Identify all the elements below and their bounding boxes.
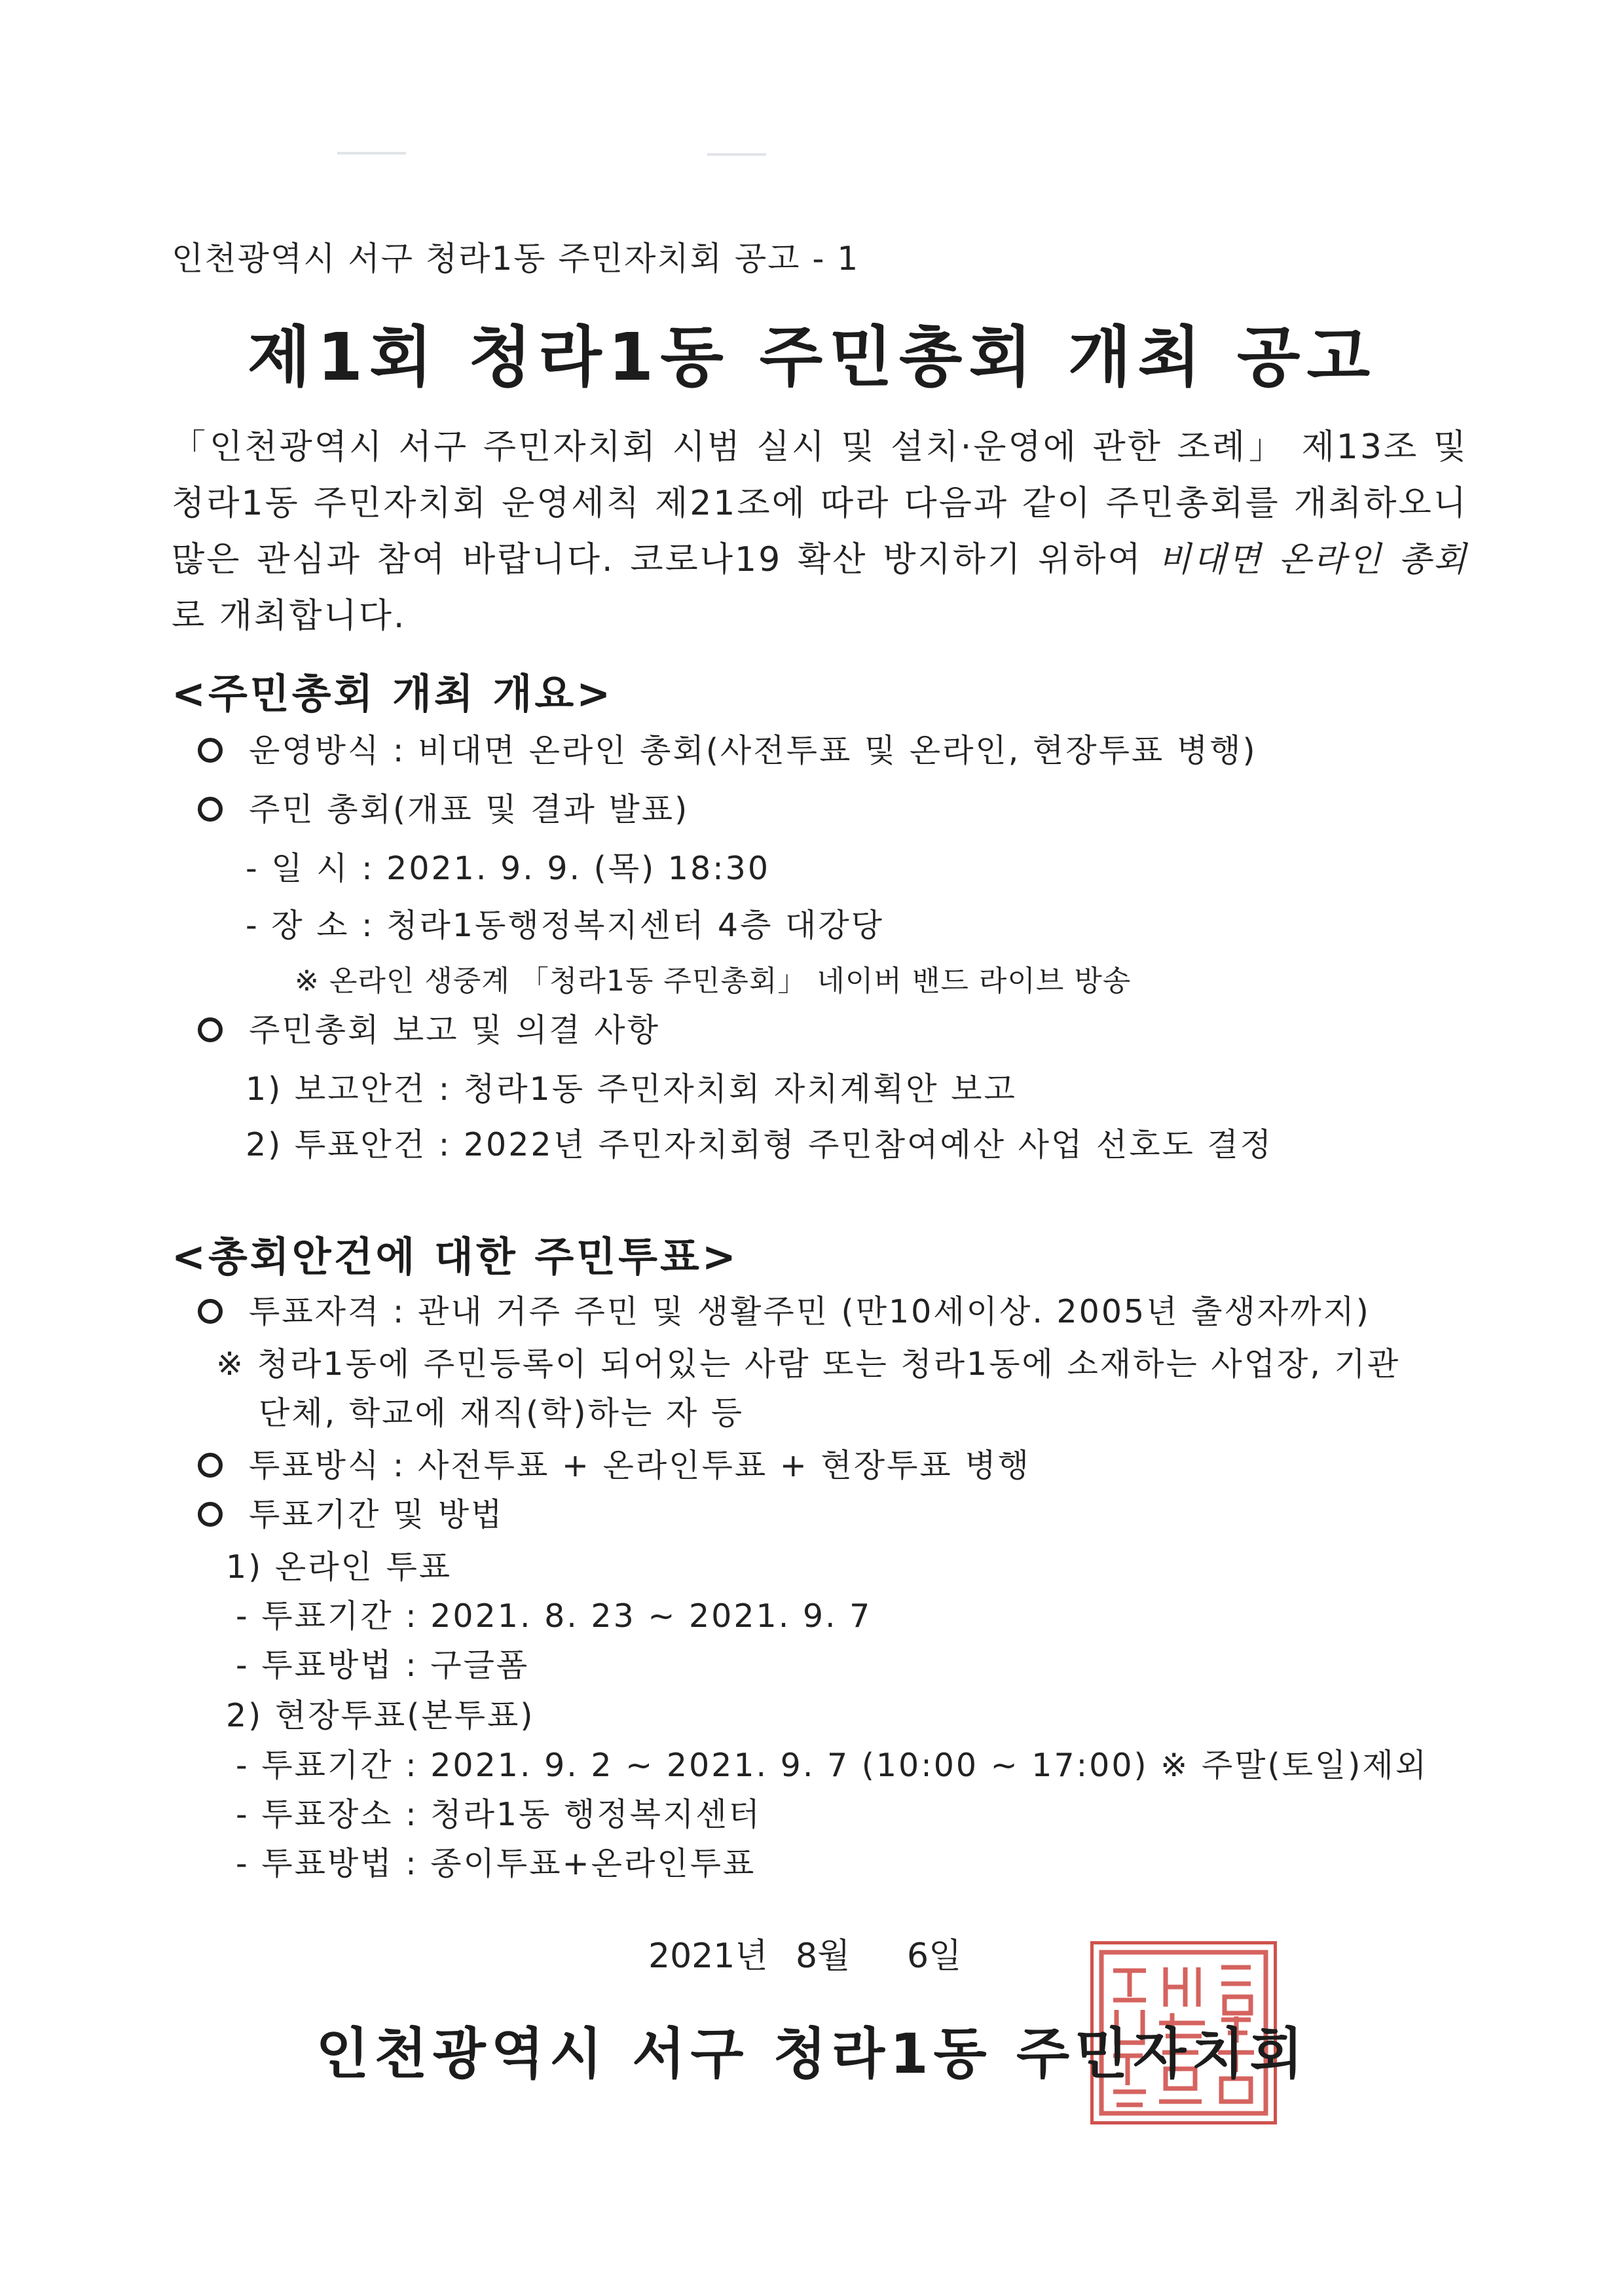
- online-vote-title: 1) 온라인 투표: [226, 1548, 452, 1586]
- online-note-text: ※ 온라인 생중계 「청라1동 주민총회」 네이버 밴드 라이브 방송: [295, 964, 1132, 998]
- list-item: [198, 1440, 1031, 1486]
- list-item: [198, 1286, 1371, 1332]
- overview-heading: <주민총회 개최 개요>: [172, 670, 614, 718]
- list-item: [198, 725, 1257, 771]
- vote-method-text: 투표방식 : 사전투표 + 온라인투표 + 현장투표 병행: [249, 1447, 1031, 1484]
- online-vote-method: - 투표방법 : 구글폼: [236, 1647, 530, 1684]
- agenda-item-2: 2) 투표안건 : 2022년 주민자치회형 주민참여예산 사업 선호도 결정: [246, 1126, 1274, 1163]
- circle-bullet-icon: [198, 1017, 223, 1042]
- intro-text: 「인천광역시 서구 주민자치회 시범 실시 및 설치·운영에 관한 조례」 제13조 및 청라1동 주민자치회 운영세칙 제21조에 따라 다음과 같이 주민총회를 개최하오니 많은 관심과 참여 바랍니다. 코로나19 확산 방지하기 위하여: [172, 428, 1468, 579]
- list-item: [198, 784, 689, 830]
- date-day: 6일: [907, 1937, 962, 1976]
- period-title-text: 투표기간 및 방법: [249, 1496, 504, 1533]
- eligibility-text: 투표자격 : 관내 거주 주민 및 생활주민 (만10세이상. 2005년 출생자까지): [249, 1293, 1371, 1330]
- page-title: 제1회 청라1동 주민총회 개최 공고: [247, 319, 1377, 395]
- onsite-vote-place: - 투표장소 : 청라1동 행정복지센터: [236, 1796, 762, 1833]
- scan-artifact: [337, 152, 406, 155]
- list-item: [198, 1005, 660, 1051]
- place-text: - 장 소 : 청라1동행정복지센터 4층 대강당: [246, 907, 885, 944]
- circle-bullet-icon: [198, 738, 223, 763]
- meeting-title-text: 주민 총회(개표 및 결과 발표): [249, 791, 690, 828]
- onsite-vote-period: - 투표기간 : 2021. 9. 2 ~ 2021. 9. 7 (10:00 ~ 17:00) ※ 주말(토일)제외: [236, 1747, 1429, 1784]
- online-vote-period: - 투표기간 : 2021. 8. 23 ~ 2021. 9. 7: [236, 1597, 872, 1635]
- datetime-text: - 일 시 : 2021. 9. 9. (목) 18:30: [246, 850, 771, 887]
- operation-text: 운영방식 : 비대면 온라인 총회(사전투표 및 온라인, 현장투표 병행): [249, 732, 1257, 769]
- circle-bullet-icon: [198, 797, 223, 822]
- circle-bullet-icon: [198, 1502, 223, 1527]
- circle-bullet-icon: [198, 1299, 223, 1324]
- date-year: 2021년: [648, 1937, 768, 1976]
- scan-artifact: [707, 153, 766, 156]
- onsite-vote-method: - 투표방법 : 종이투표+온라인투표: [236, 1845, 756, 1882]
- notice-number: 인천광역시 서구 청라1동 주민자치회 공고 - 1: [172, 240, 860, 278]
- list-item: [198, 1489, 504, 1535]
- intro-text-end: 로 개최합니다.: [172, 596, 407, 636]
- eligibility-note-1: ※ 청라1동에 주민등록이 되어있는 사람 또는 청라1동에 소재하는 사업장, 기관: [216, 1345, 1401, 1383]
- intro-emphasis: 비대면 온라인 총회: [1158, 540, 1468, 579]
- onsite-vote-title: 2) 현장투표(본투표): [226, 1697, 535, 1734]
- agenda-item-1: 1) 보고안건 : 청라1동 주민자치회 자치계획안 보고: [246, 1070, 1017, 1108]
- organization-name: 인천광역시 서구 청라1동 주민자치회: [316, 2022, 1308, 2086]
- vote-heading: <총회안건에 대한 주민투표>: [172, 1233, 739, 1281]
- date-month: 8월: [796, 1937, 851, 1976]
- eligibility-note-2: 단체, 학교에 재직(학)하는 자 등: [259, 1394, 745, 1432]
- agenda-title-text: 주민총회 보고 및 의결 사항: [249, 1011, 660, 1049]
- circle-bullet-icon: [198, 1453, 223, 1478]
- intro-paragraph: [172, 419, 1468, 644]
